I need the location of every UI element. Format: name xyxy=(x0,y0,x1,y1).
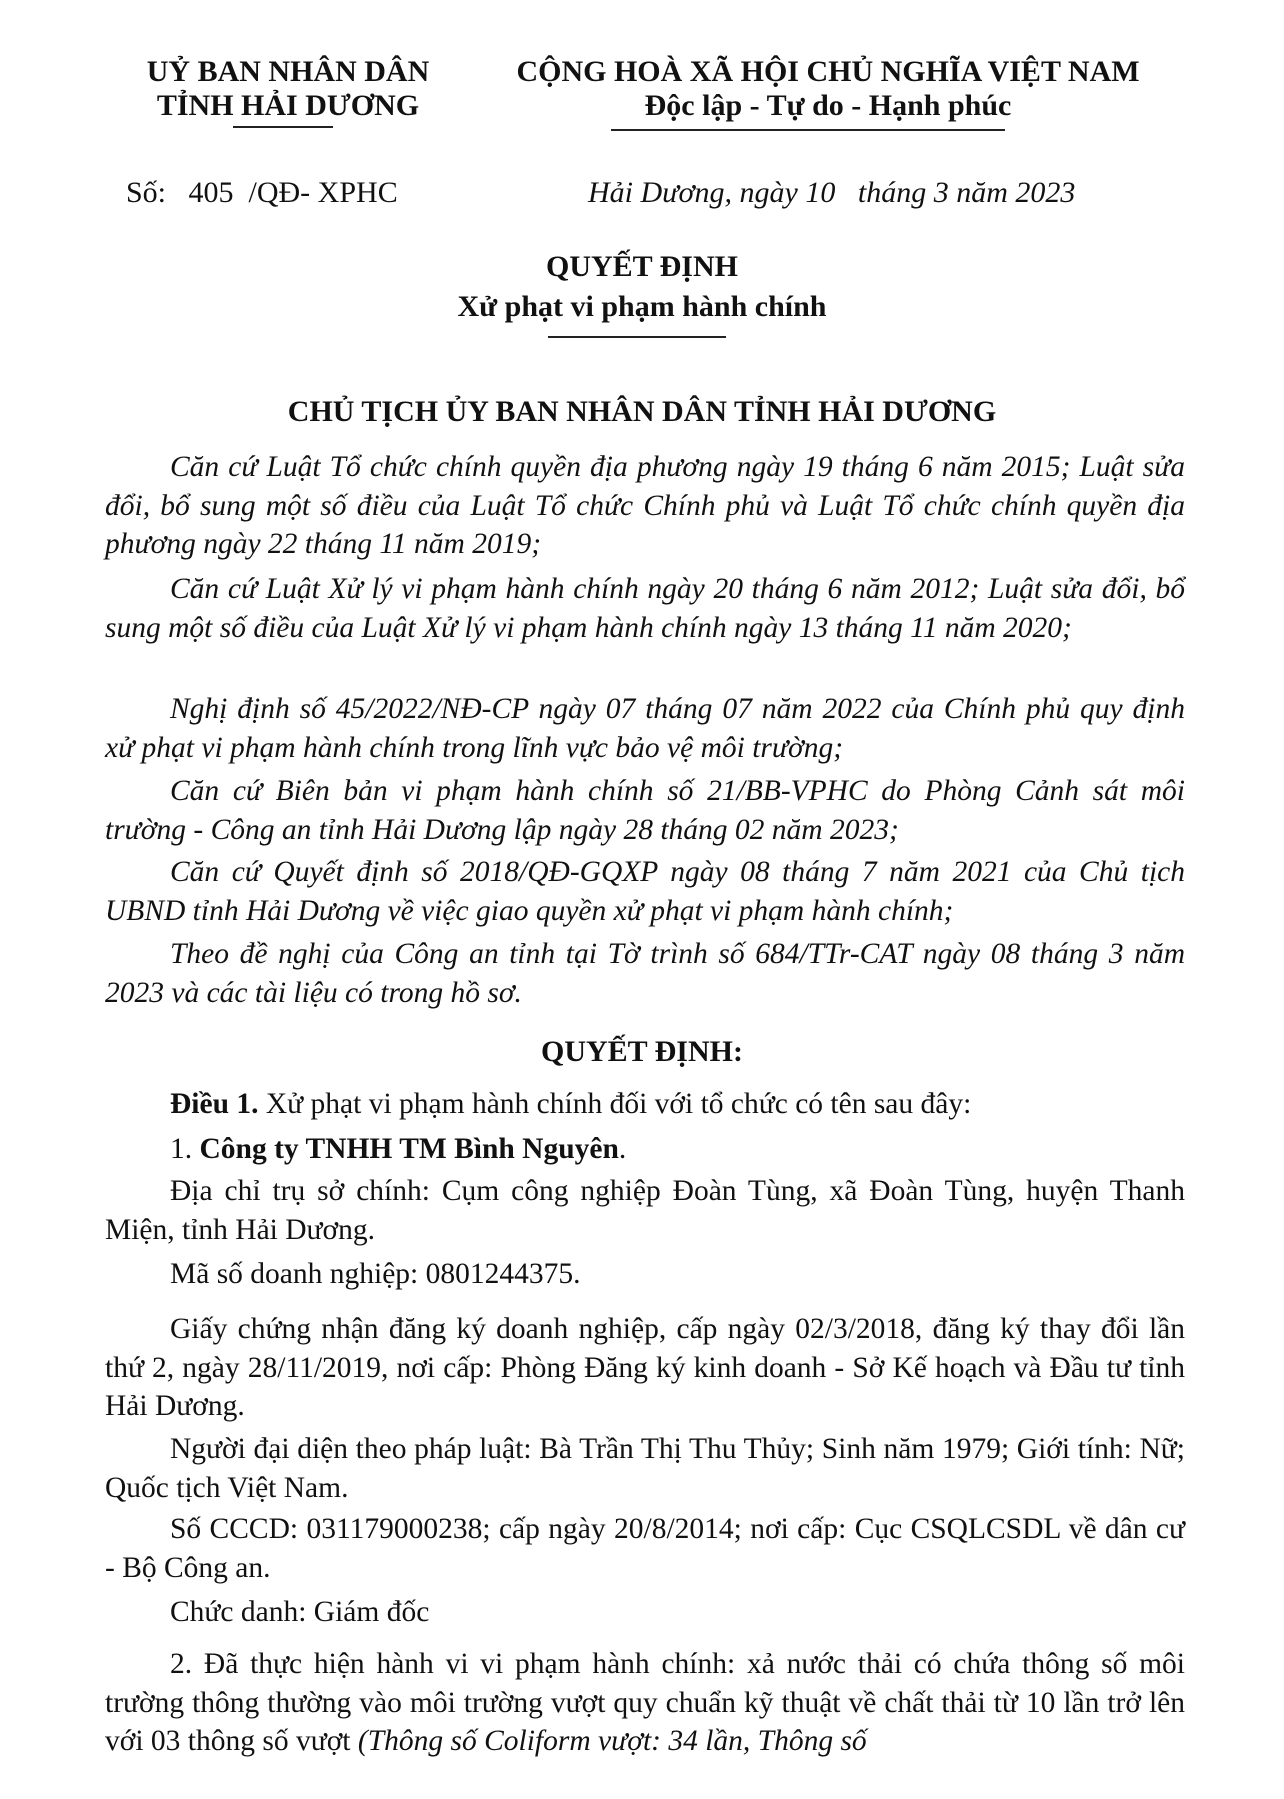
job-title: Chức danh: Giám đốc xyxy=(170,1596,430,1628)
business-code: Mã số doanh nghiệp: 0801244375. xyxy=(170,1258,581,1290)
legal-basis-6: Theo đề nghị của Công an tỉnh tại Tờ trình số 684/TTr-CAT ngày 08 tháng 3 năm 2023 và các tài liệu có trong hồ sơ. xyxy=(105,938,1185,1009)
item-1 xyxy=(105,1130,1185,1169)
business-registration: Giấy chứng nhận đăng ký doanh nghiệp, cấp ngày 02/3/2018, đăng ký thay đổi lần thứ 2, ngày 28/11/2019, nơi cấp: Phòng Đăng ký kinh doanh - Sở Kế hoạch và Đầu tư tỉnh Hải Dương. xyxy=(105,1313,1185,1422)
title-underline xyxy=(548,336,726,338)
document-subtitle: Xử phạt vi phạm hành chính xyxy=(457,290,827,323)
document-number: Số: 405 /QĐ- XPHC xyxy=(126,176,398,209)
legal-basis-2: Căn cứ Luật Xử lý vi phạm hành chính ngày 20 tháng 6 năm 2012; Luật sửa đổi, bổ sung một số điều của Luật Xử lý vi phạm hành chính ngày 13 tháng 11 năm 2020; xyxy=(105,573,1185,644)
legal-basis-3: Nghị định số 45/2022/NĐ-CP ngày 07 tháng 07 năm 2022 của Chính phủ quy định xử phạt vi phạm hành chính trong lĩnh vực bảo vệ môi trường; xyxy=(105,693,1185,764)
agency-name xyxy=(128,55,448,123)
item-1-prefix: 1. xyxy=(170,1133,200,1165)
article-1 xyxy=(105,1085,1185,1124)
decision-heading: QUYẾT ĐỊNH: xyxy=(541,1035,743,1068)
item-1-suffix: . xyxy=(618,1133,627,1165)
legal-basis-5: Căn cứ Quyết định số 2018/QĐ-GQXP ngày 08 tháng 7 năm 2021 của Chủ tịch UBND tỉnh Hải Dương về việc giao quyền xử phạt vi phạm hành chính; xyxy=(105,856,1185,927)
item-2-text: 2. Đã thực hiện hành vi vi phạm hành chính: xả nước thải có chứa thông số môi trường thông thường vào môi trường vượt quy chuẩn kỹ thuật về chất thải từ 10 lần trở lên với 03 thông số vượt xyxy=(105,1648,1185,1757)
company-name: Công ty TNHH TM Bình Nguyên xyxy=(199,1133,619,1165)
motto-underline xyxy=(611,129,1005,131)
legal-basis-4: Căn cứ Biên bản vi phạm hành chính số 21/BB-VPHC do Phòng Cảnh sát môi trường - Công an tỉnh Hải Dương lập ngày 28 tháng 02 năm 2023; xyxy=(105,775,1185,846)
agency-line-1: UỶ BAN NHÂN DÂN xyxy=(146,55,430,88)
national-line-1: CỘNG HOÀ XÃ HỘI CHỦ NGHĨA VIỆT NAM xyxy=(516,55,1140,88)
national-title xyxy=(463,55,1193,123)
legal-basis-1: Căn cứ Luật Tổ chức chính quyền địa phương ngày 19 tháng 6 năm 2015; Luật sửa đổi, bổ sung một số điều của Luật Tổ chức Chính phủ và Luật Tổ chức chính quyền địa phương ngày 22 tháng 11 năm 2019; xyxy=(105,451,1185,560)
citizen-id: Số CCCD: 031179000238; cấp ngày 20/8/2014; nơi cấp: Cục CSQLCSDL về dân cư - Bộ Công an. xyxy=(105,1513,1185,1584)
place-date: Hải Dương, ngày 10 tháng 3 năm 2023 xyxy=(588,176,1076,209)
agency-underline xyxy=(233,126,333,128)
national-motto: Độc lập - Tự do - Hạnh phúc xyxy=(644,89,1012,122)
legal-representative: Người đại diện theo pháp luật: Bà Trần Thị Thu Thủy; Sinh năm 1979; Giới tính: Nữ; Quốc tịch Việt Nam. xyxy=(105,1433,1185,1504)
issuing-authority: CHỦ TỊCH ỦY BAN NHÂN DÂN TỈNH HẢI DƯƠNG xyxy=(287,395,997,428)
item-2-violation xyxy=(105,1645,1185,1761)
agency-line-2: TỈNH HẢI DƯƠNG xyxy=(156,89,420,122)
article-1-text: Xử phạt vi phạm hành chính đối với tổ chức có tên sau đây: xyxy=(258,1088,972,1120)
article-1-label: Điều 1. xyxy=(170,1088,259,1120)
company-address: Địa chỉ trụ sở chính: Cụm công nghiệp Đoàn Tùng, xã Đoàn Tùng, huyện Thanh Miện, tỉnh Hải Dương. xyxy=(105,1175,1185,1246)
item-2-italic: (Thông số Coliform vượt: 34 lần, Thông số xyxy=(357,1725,867,1757)
document-title: QUYẾT ĐỊNH xyxy=(546,250,738,283)
